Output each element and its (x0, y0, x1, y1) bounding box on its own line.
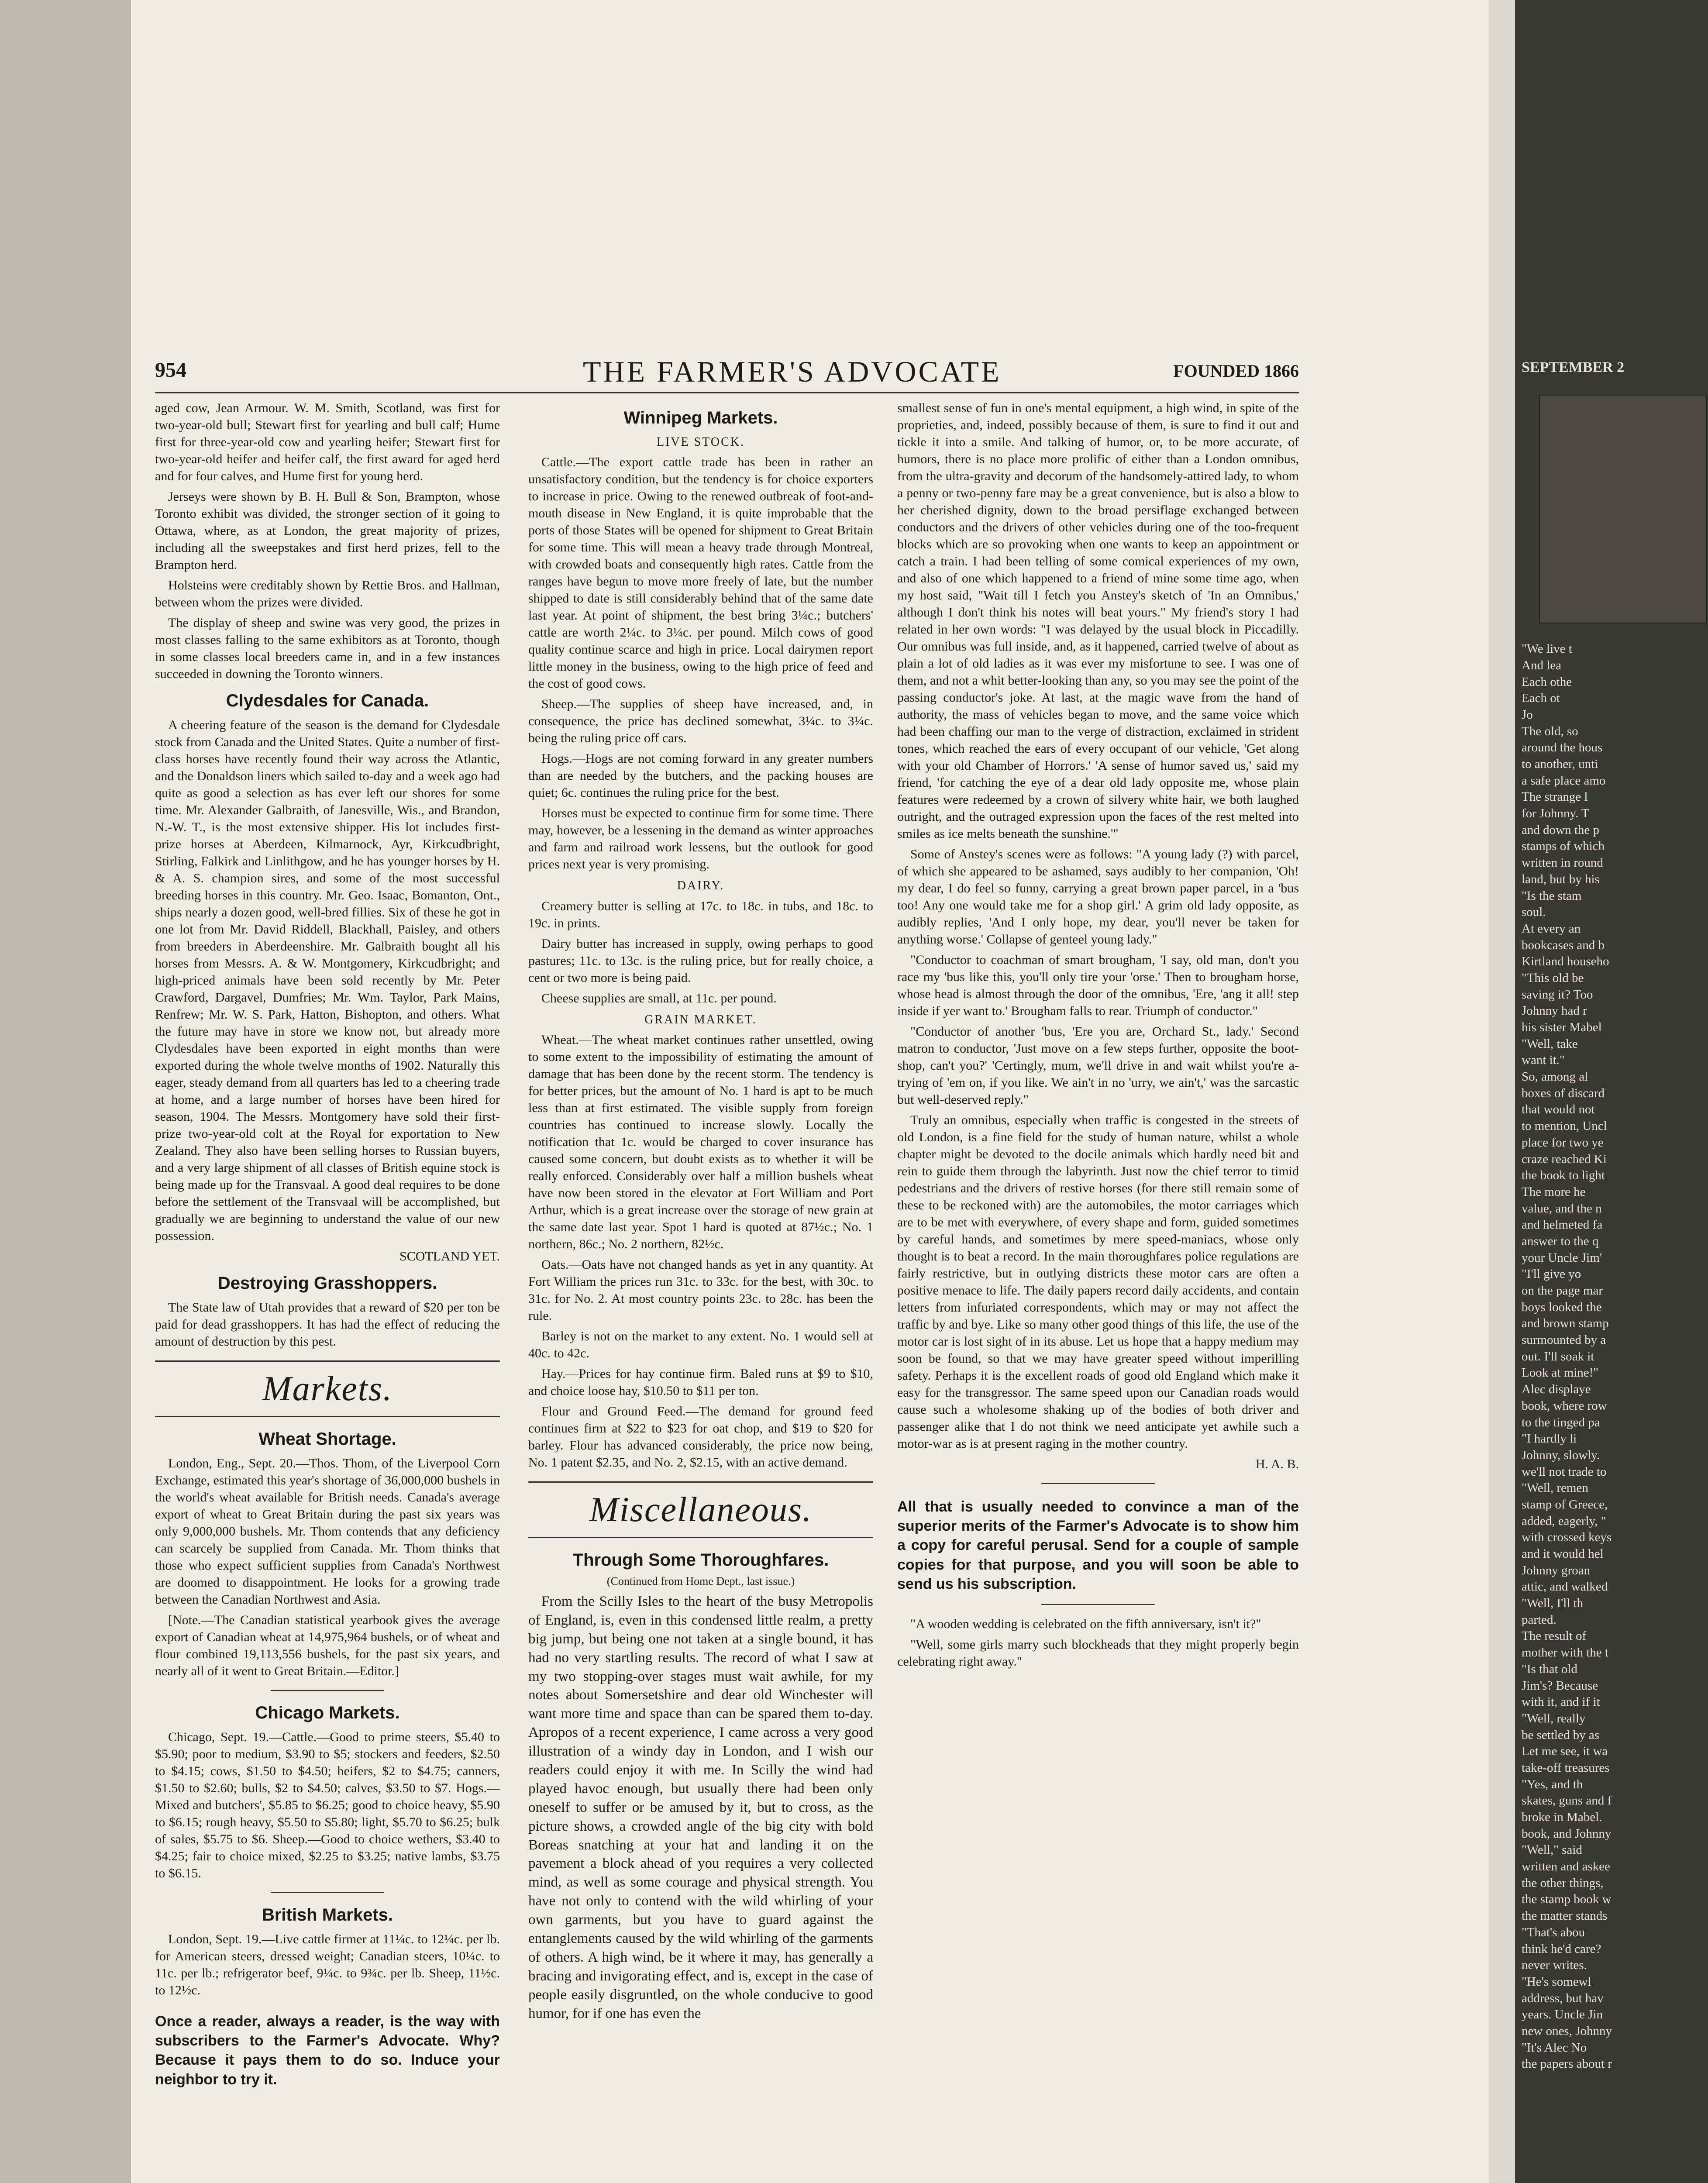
dairy-label: DAIRY. (677, 879, 725, 893)
adjacent-page-line: for Johnny. T (1522, 806, 1589, 821)
adjacent-page-line: the other things, (1522, 1876, 1604, 1890)
adjacent-page-line: and helmeted fa (1522, 1218, 1603, 1232)
adjacent-page-line: "He's somewl (1522, 1974, 1591, 1989)
adjacent-page-line: and down the p (1522, 823, 1599, 837)
adjacent-page-line: Jo (1522, 707, 1533, 722)
promo-note: Once a reader, always a reader, is the way with subscribers to the Farmer's Advocate. Why? Because it pays them to do so. Induce your neighbor to try it. (155, 2013, 500, 2088)
closing-joke: "Well, some girls marry such blockheads that they might properly begin celebrating right away." (897, 1637, 1299, 1669)
adjacent-page-line: "I'll give yo (1522, 1267, 1581, 1281)
grain-paragraph: Oats.—Oats have not changed hands as yet in any quantity. At Fort William the prices run 31c. to 33c. for the best, with 30c. to 31c. for No. 2. At most country points 23c. to 28c. has been the rule. (528, 1257, 873, 1323)
wheat-heading: Wheat Shortage. (258, 1429, 396, 1449)
adjacent-page-line: mother with the t (1522, 1646, 1608, 1660)
adjacent-page-line: the matter stands (1522, 1909, 1608, 1923)
live-stock-paragraph: Hogs.—Hogs are not coming forward in any greater numbers than are needed by the butchers, and the packing houses are quiet; 6c. continues the ruling price for the best. (528, 751, 873, 800)
adjacent-page-line: broke in Mabel. (1522, 1810, 1602, 1824)
adjacent-page-line: new ones, Johnny (1522, 2024, 1612, 2038)
adjacent-page-line: the stamp book w (1522, 1892, 1612, 1907)
adjacent-page-line: Johnny had r (1522, 1004, 1587, 1018)
thoroughfares-paragraph: From the Scilly Isles to the heart of the busy Metropolis of England, is, even in this condensed little realm, a pretty big jump, but being one not taken at a single bound, it has had no very startling results. The record of what I saw at my two stopping-over stages must wait awhile, for my notes about Somersetshire and dear old Winchester will want more time and space than can be spared them to-day. Apropos of a recent experience, I came across a very good illustration of a windy day in London, and I wish our readers could enjoy it with me. In Scilly the wind had played havoc enough, but usually there had been only oneself to suffer or be amused by it, but to cross, as the picture shows, a crowded angle of the big city with bold Boreas snatching at your hat and landing it on the pavement a block ahead of you requires a very collected mind, as well as some courage and physical strength. You have not only to contend with the wild whirling of your own garments, but you have to guard against the entanglements caused by the wild whirling of the garments of others. A high wind, be it where it may, has generally a bracing and invigorating effect, and is, except in the case of people easily disgruntled, on the whole conducive to good humor, for if one has even the (528, 1593, 873, 2021)
adjacent-page-line: boxes of discard (1522, 1086, 1605, 1100)
adjacent-page-line: a safe place amo (1522, 773, 1606, 788)
adjacent-page-line: "Is the stam (1522, 888, 1582, 903)
divider (1041, 1483, 1155, 1484)
adjacent-page-text (1522, 641, 1705, 2073)
miscellaneous-section-heading: Miscellaneous. (528, 1481, 873, 1538)
subscribe-note: All that is usually needed to convince a man of the superior merits of the Farmer's Advocate is to show him a copy for careful perusal. Send for a couple of sample copies for that purpose, and you will soon be able to send us his subscription. (897, 1498, 1299, 1592)
adjacent-page-line: Each othe (1522, 675, 1572, 689)
adjacent-page-line: around the hous (1522, 740, 1603, 755)
adjacent-page-line: book, and Johnny (1522, 1826, 1612, 1841)
adjacent-page-line: to another, unti (1522, 757, 1598, 771)
clydesdales-signature: SCOTLAND YET. (399, 1249, 500, 1264)
adjacent-page-line: with crossed keys (1522, 1530, 1612, 1545)
thoroughfares-subtitle: (Continued from Home Dept., last issue.) (606, 1575, 795, 1588)
adjacent-page-line: Look at mine!" (1522, 1366, 1599, 1380)
adjacent-page-line: be settled by as (1522, 1728, 1599, 1742)
adjacent-page-line: Let me see, it wa (1522, 1744, 1608, 1759)
adjacent-page-line: want it." (1522, 1053, 1565, 1067)
adjacent-page-line: never writes. (1522, 1958, 1587, 1973)
adjacent-page-line: And lea (1522, 658, 1561, 672)
british-paragraph: London, Sept. 19.—Live cattle firmer at 11¼c. to 12¼c. per lb. for American steers, dressed weight; Canadian steers, 10¼c. to 11c. per lb.; refrigerator beef, 9¼c. to 9¾c. per lb. Sheep, 11½c. to 12½c. (155, 1932, 500, 1997)
page-number: 954 (155, 358, 186, 382)
intro-paragraph: aged cow, Jean Armour. W. M. Smith, Scotland, was first for two-year-old bull; Stewart first for yearling and bull calf; Hume first for three-year-old cow and yearling heifer; Stewart first for two-year-old heifer and heifer calf, the first award for aged herd and for four calves, and Hume first for young herd. (155, 401, 500, 483)
adjacent-page-line: to the tinged pa (1522, 1415, 1600, 1429)
adjacent-page-line: answer to the q (1522, 1234, 1599, 1248)
newspaper-page (131, 0, 1515, 2183)
adjacent-page-line: and it would hel (1522, 1547, 1604, 1561)
adjacent-page-line: added, eagerly, " (1522, 1514, 1606, 1528)
adjacent-page-line: "Well, I'll th (1522, 1596, 1584, 1611)
adjacent-page-line: "That's abou (1522, 1925, 1585, 1939)
adjacent-page-line: The strange l (1522, 790, 1588, 804)
adjacent-page-line: "This old be (1522, 971, 1584, 985)
adjacent-page-line: written and askee (1522, 1859, 1610, 1874)
story-paragraph: "Conductor to coachman of smart brougham, 'I say, old man, don't you race my 'bus like this, you'll only tire your 'orse.' Then to brougham horse, whose head is almost through the door of the omnibus, 'Ere, 'ang it all! step inside if yer want to.' Brougham falls to rear. Triumph of conductor." (897, 953, 1299, 1018)
grasshoppers-heading: Destroying Grasshoppers. (217, 1274, 437, 1293)
live-stock-paragraph: Horses must be expected to continue firm for some time. There may, however, be a lessening in the demand as winter approaches and farm and railroad work lessens, but the outlook for good prices next year is very promising. (528, 806, 873, 872)
adjacent-page-line: Alec displaye (1522, 1382, 1591, 1397)
adjacent-page-line: we'll not trade to (1522, 1464, 1607, 1479)
adjacent-page-line: Johnny groan (1522, 1563, 1591, 1577)
adjacent-page-line: "Well, really (1522, 1711, 1586, 1725)
adjacent-page-line: stamps of which (1522, 839, 1605, 854)
adjacent-page-line: your Uncle Jim' (1522, 1250, 1602, 1265)
header-rule (155, 392, 1299, 393)
story-paragraph: smallest sense of fun in one's mental equipment, a high wind, in spite of the proprieties, and, indeed, possibly because of them, is sure to find it out and tickle it into a smile. And talking of humor, or, to be more accurate, of humors, there is no place more prolific of either than a London omnibus, from the ultra-gravity and decorum of the handsomely-attired lady, to whom a penny or two-penny fare may be a great convenience, but is also a blow to her cherished dignity, down to the broad persiflage exchanged between conductors and the drivers of other vehicles during one of the too-frequent blocks which are so provoking when one wants to keep an appointment or catch a train. I had been telling of some comical experiences of my own, and also of one which happened to a friend of mine some time ago, when my host said, "Wait till I fetch you Anstey's sketch of 'In an Omnibus,' although I don't think his notes will beat yours." My friend's story I had related in her own words: "I was delayed by the usual block in Piccadilly. Our omnibus was full inside, and, as it happened, carried twelve of about as plain a lot of old ladies as it was ever my misfortune to see. I was one of them, and not a whit better-looking than any, so you may see the point of the passing conductor's joke. At last, at the magic wave from the hand of authority, the mass of vehicles began to move, and the same voice which had been chaffing our man to the verge of distraction, exclaimed in strident tones, which reached the ears of every occupant of our vehicle, 'Get along with your old Chamber of Horrors.' 'A sense of humor saved us,' said my friend, 'for catching the eye of a dear old lady opposite me, whose plain features were redeemed by a crown of silvery white hair, we both laughed outright, and the outraged expression upon the faces of the rest melted into smiles as ice melts beneath the sunshine.'" (897, 401, 1299, 841)
winnipeg-heading: Winnipeg Markets. (623, 408, 778, 427)
adjacent-page-line: "It's Alec No (1522, 2040, 1587, 2055)
dairy-paragraph: Creamery butter is selling at 17c. to 18c. in tubs, and 18c. to 19c. in prints. (528, 899, 873, 930)
adjacent-page-line: written in round (1522, 856, 1603, 870)
adjacent-page-line: think he'd care? (1522, 1942, 1601, 1956)
adjacent-page-line: Johnny, slowly. (1522, 1448, 1600, 1462)
grasshoppers-paragraph: The State law of Utah provides that a reward of $20 per ton be paid for dead grasshoppers. It has had the effect of reducing the amount of destruction by this pest. (155, 1300, 500, 1349)
adjacent-page-line: "We live t (1522, 642, 1572, 656)
adjacent-page-line: craze reached Ki (1522, 1152, 1607, 1166)
adjacent-page-line: Jim's? Because (1522, 1678, 1598, 1693)
adjacent-page-line: take-off treasures (1522, 1760, 1610, 1775)
clydesdales-heading: Clydesdales for Canada. (226, 691, 429, 710)
adjacent-page-line: "I hardly li (1522, 1432, 1577, 1446)
dairy-paragraph: Cheese supplies are small, at 11c. per pound. (541, 991, 777, 1005)
adjacent-page-line: "Well, remen (1522, 1481, 1588, 1495)
story-signature: H. A. B. (1255, 1457, 1299, 1471)
scan-left-margin (0, 0, 131, 2183)
adjacent-page-line: the book to light (1522, 1168, 1605, 1183)
intro-paragraph: Holsteins were creditably shown by Rettie Bros. and Hallman, between whom the prizes were divided. (155, 578, 500, 609)
wheat-note: [Note.—The Canadian statistical yearbook gives the average export of Canadian wheat at 14,975,964 bushels, or of wheat and flour combined 19,113,556 bushels, for the past six years, and nearly all of it went to Great Britain.—Editor.] (155, 1613, 500, 1678)
divider (271, 1892, 384, 1893)
story-paragraph: "Conductor of another 'bus, 'Ere you are, Orchard St., lady.' Second matron to conductor, 'Just move on a few steps further, opposite the boot-shop, can't you?' 'Certingly, mum, we'll drive in and wait whilst you're a-trying of 'em on, if you like. We ain't in no 'urry, we ain't,' was the sarcastic but well-deserved reply." (897, 1024, 1299, 1107)
adjacent-page-line: boys looked the (1522, 1300, 1602, 1314)
adjacent-page-line: Kirtland househo (1522, 954, 1609, 969)
adjacent-page-header: SEPTEMBER 2 (1522, 359, 1625, 375)
live-stock-paragraph: Sheep.—The supplies of sheep have increased, and, in consequence, the price has declined somewhat, 3¼c. to 3¼c. being the ruling price off cars. (528, 697, 873, 746)
story-paragraph: Truly an omnibus, especially when traffic is congested in the streets of old London, is a fine field for the study of human nature, whilst a whole chapter might be devoted to the docile animals which hardly need bit and rein to guide them through the labyrinth. Just now the chief terror to timid pedestrians and the drivers of restive horses (for there still remain some of these to be reckoned with) are the automobiles, the motor carriages which are to be met with everywhere, of every shape and form, guided sometimes by careful hands, and sometimes by mere speed-maniacs, whose only thought is to beat a record. In the main thoroughfares police regulations are fairly restrictive, but in outlying districts these motor cars are often a positive menace to life. The daily papers record daily accidents, and contain letters from infuriated correspondents, which may or may not affect the traffic by and bye. Like so many other good things of this life, the use of the motor car is lost sight of in its abuse. Let us hope that a happy medium may soon be found, so that we may have greater speed without imperilling safety. Perhaps it is the excellent roads of good old England which make it easy for the transgressor. The same speed upon our Canadian roads would cause such a wholesome shaking up of the bodies of both driver and passenger alike that I do not think we need anticipate yet awhile such a motor-war as is at present raging in the mother country. (897, 1113, 1299, 1451)
grain-paragraph: Hay.—Prices for hay continue firm. Baled runs at $9 to $10, and choice loose hay, $10.50 to $11 per ton. (528, 1367, 873, 1398)
page-header (155, 355, 1299, 389)
adjacent-page-line: "Yes, and th (1522, 1777, 1583, 1791)
page-edge-shadow (1489, 0, 1515, 2183)
founded-label: FOUNDED 1866 (1173, 361, 1299, 381)
adjacent-page-line: skates, guns and f (1522, 1794, 1612, 1808)
adjacent-page-line: value, and the n (1522, 1201, 1602, 1215)
clydesdales-paragraph: A cheering feature of the season is the demand for Clydesdale stock from Canada and the United States. Quite a number of first-class horses have recently found their way across the Atlantic, and the Donaldson liners which sailed to-day and a week ago had quite as good a selection as has ever left our shores for some time. Mr. Alexander Galbraith, of Janesville, Wis., and Brandon, N.-W. T., is the most extensive shipper. His lot includes first-prize horses at Aberdeen, Kilmarnock, Ayr, Kirkcudbright, Stirling, Falkirk and Linlithgow, and he has younger horses by H. & A. S. champion sires, and some of the most successful breeding horses in this country. Mr. Geo. Isaac, Bomanton, Ont., ships nearly a dozen good, well-bred fillies. Six of these he got in one lot from Mr. David Riddell, Blackhall, Paisley, and others from breeders in Aberdeenshire. Mr. Galbraith bought all his horses from Messrs. A. & W. Montgomery, Kirkcudbright; and high-priced animals have been sold recently by Mr. Peter Crawford, Dargavel, Dumfries; Mr. Wm. Taylor, Park Mains, Renfrew; Mr. W. S. Park, Hatton, Bishopton, and others. What the future may have in store we know not, but already more Clydesdales have been exported in eight months than were exported during the whole twelve months of 1902. Naturally this eager, steady demand from all quarters has led to a cheering trade at home, and a large number of horses have been hired for season, 1904. The Messrs. Montgomery have sold their first-prize two-year-old colt at the Royal for exportation to New Zealand. They also have been selling horses to Russian buyers, and a very large shipment of all classes of British equine stock is being made up for the Transvaal. A good deal requires to be done before the settlement of the Transvaal will be accomplished, but gradually we are beginning to understand the value of our new possession. (155, 718, 500, 1243)
british-heading: British Markets. (262, 1905, 393, 1925)
adjacent-page-line: land, but by his (1522, 872, 1600, 886)
adjacent-page-line: book, where row (1522, 1398, 1607, 1413)
thoroughfares-heading: Through Some Thoroughfares. (572, 1550, 829, 1570)
adjacent-page-line: The more he (1522, 1184, 1586, 1199)
markets-section-heading: Markets. (155, 1360, 500, 1417)
adjacent-page-line: attic, and walked (1522, 1580, 1608, 1594)
live-stock-paragraph: Cattle.—The export cattle trade has been in rather an unsatisfactory condition, but the tendency is for choice exporters to increase in price. Owing to the renewed outbreak of foot-and-mouth disease in New England, it is quite improbable that the ports of those States will be opened for shipment to Great Britain for some time. This will mean a heavy trade through Montreal, with crowded boats and consequently high rates. Cattle from the ranges have begun to move more freely of late, but the number shipped to date is still considerably behind that of the same date last year. At point of shipment, the best bring 3¼c.; butchers' cattle are worth 2¼c. to 3¼c. per pound. Milch cows of good quality continue scarce and high in price. Local dairymen report little money in the business, owing to the high price of feed and the cost of good cows. (528, 455, 873, 691)
grain-label: GRAIN MARKET. (644, 1012, 757, 1026)
intro-paragraph: The display of sheep and swine was very good, the prizes in most classes falling to the same exhibitors as at Toronto, though in some classes local breeders came in, and in a few instances succeeded in downing the Toronto winners. (155, 616, 500, 681)
closing-joke: "A wooden wedding is celebrated on the fifth anniversary, isn't it?" (910, 1616, 1261, 1631)
adjacent-page-line: with it, and if it (1522, 1695, 1600, 1709)
column-middle (528, 399, 873, 2026)
dairy-paragraph: Dairy butter has increased in supply, owing perhaps to good pastures; 11c. to 13c. is the ruling price, but for really choice, a cent or two more is being paid. (528, 936, 873, 985)
adjacent-page-line: parted. (1522, 1612, 1556, 1627)
divider (271, 1690, 384, 1691)
chicago-heading: Chicago Markets. (255, 1703, 400, 1722)
adjacent-page-line: and brown stamp (1522, 1316, 1609, 1331)
adjacent-page-line: bookcases and b (1522, 938, 1605, 952)
story-paragraph: Some of Anstey's scenes were as follows: "A young lady (?) with parcel, of which she appeared to be ashamed, says audibly to her companion, 'Oh! my dear, I do feel so funny, carrying a great brown paper parcel, in a 'bus too! Any one would take me for a shop girl.' A grim old lady opposite, as audibly replies, 'And I only hope, my dear, you'll never be taken for anything worse.' Collapse of genteel young lady." (897, 847, 1299, 947)
masthead-title: THE FARMER'S ADVOCATE (583, 355, 1002, 388)
adjacent-page-illustration (1539, 395, 1707, 623)
adjacent-page-line: on the page mar (1522, 1284, 1603, 1298)
adjacent-page-line: stamp of Greece, (1522, 1497, 1608, 1512)
chicago-paragraph: Chicago, Sept. 19.—Cattle.—Good to prime steers, $5.40 to $5.90; poor to medium, $3.90 to $5; stockers and feeders, $2.50 to $4.15; cows, $1.50 to $4.50; heifers, $2 to $4.75; canners, $1.50 to $2.60; bulls, $2 to $4.50; calves, $3.50 to $7. Hogs.—Mixed and butchers', $5.85 to $6.25; good to choice heavy, $5.90 to $6.15; rough heavy, $5.50 to $5.80; light, $5.70 to $6.25; bulk of sales, $5.75 to $6. Sheep.—Good to choice wethers, $3.40 to $4.25; fair to choice mixed, $2.25 to $3.25; native lambs, $3.75 to $6.15. (155, 1730, 500, 1880)
divider (1041, 1604, 1155, 1605)
adjacent-page-line: The result of (1522, 1629, 1587, 1643)
adjacent-page-line: soul. (1522, 905, 1546, 919)
adjacent-page-line: out. I'll soak it (1522, 1349, 1594, 1364)
adjacent-page-line: that would not (1522, 1102, 1595, 1117)
adjacent-page-line: So, among al (1522, 1070, 1588, 1084)
adjacent-page-line: his sister Mabel (1522, 1020, 1602, 1034)
adjacent-page-line: The old, so (1522, 724, 1578, 738)
adjacent-page-line: Each ot (1522, 691, 1560, 706)
adjacent-page-line: surmounted by a (1522, 1333, 1606, 1347)
adjacent-page-line: saving it? Too (1522, 987, 1593, 1002)
grain-paragraph: Wheat.—The wheat market continues rather unsettled, owing to some extent to the impossibility of estimating the amount of damage that has been done by the recent storm. The tendency is for better prices, but the amount of No. 1 hard is apt to be much less than at first estimated. The visible supply from foreign countries has continued to increase slowly. Locally the notification that 1c. would be charged to cover insurance has caused some concern, but doubt exists as to whether it will be really enforced. Considerably over half a million bushels wheat have now been stored in the elevator at Fort William and Port Arthur, which is a great increase over the storage of new grain at the same date last year. Spot 1 hard is quoted at 87½c.; No. 1 northern, 86c.; No. 2 northern, 82½c. (528, 1033, 873, 1252)
adjacent-page-line: "Well, take (1522, 1036, 1578, 1051)
adjacent-page-line: "Is that old (1522, 1662, 1577, 1676)
adjacent-page-line: "Well," said (1522, 1843, 1582, 1857)
column-right (897, 399, 1299, 1673)
grain-paragraph: Flour and Ground Feed.—The demand for ground feed continues firm at $22 to $23 for oat chop, and $19 to $20 for barley. Flour has advanced considerably, the price now being, No. 1 patent $2.35, and No. 2, $2.15, with an active demand. (528, 1404, 873, 1470)
adjacent-page-line: place for two ye (1522, 1135, 1604, 1150)
adjacent-page-line: At every an (1522, 921, 1581, 936)
grain-paragraph: Barley is not on the market to any extent. No. 1 would sell at 40c. to 42c. (528, 1329, 873, 1361)
intro-paragraph: Jerseys were shown by B. H. Bull & Son, Brampton, whose Toronto exhibit was divided, the stronger section of it going to Ottawa, where, as at London, the great majority of prizes, including all the sweepstakes and first herd prizes, fell to the Brampton herd. (155, 489, 500, 572)
adjacent-page-line: to mention, Uncl (1522, 1119, 1607, 1133)
adjacent-page-line: the papers about r (1522, 2057, 1612, 2071)
adjacent-page-strip (1522, 358, 1705, 2073)
live-stock-label: LIVE STOCK. (656, 435, 745, 449)
wheat-paragraph: London, Eng., Sept. 20.—Thos. Thom, of the Liverpool Corn Exchange, estimated this year's shortage of 36,000,000 bushels in the world's wheat available for British needs. Canada's average export of wheat to Great Britain during the past six years was only 9,000,000 bushels. Mr. Thom contends that any deficiency can scarcely be supplied from Canada. Mr. Thom thinks that those who expect sufficient supplies from Canada's Northwest are doomed to disappointment. He looks for a growing trade between the Canadian Northwest and Asia. (155, 1456, 500, 1607)
adjacent-page-line: address, but hav (1522, 1991, 1604, 2005)
column-left (155, 399, 500, 2093)
adjacent-page-line: years. Uncle Jin (1522, 2007, 1603, 2022)
